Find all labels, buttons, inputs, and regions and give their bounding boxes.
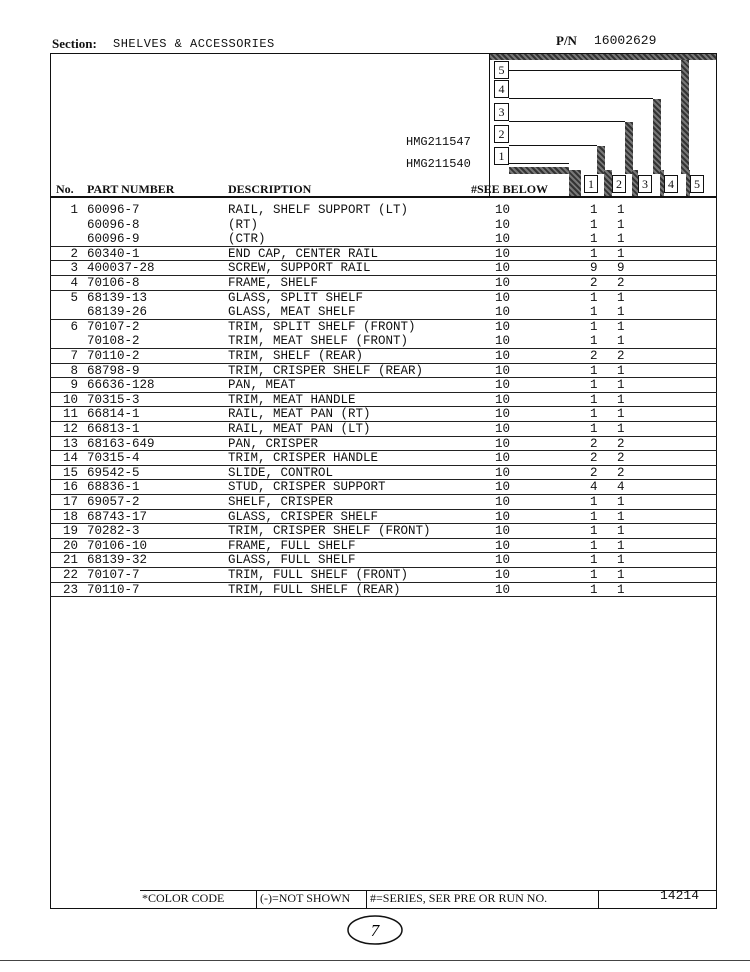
quantity-model-1: 1: [590, 422, 598, 436]
model-number: HMG211540: [406, 157, 471, 171]
quantity-model-2: 1: [617, 290, 625, 305]
see-below-code: 10: [495, 276, 511, 290]
footer-legend: [140, 890, 717, 908]
part-number: 69057-2: [87, 495, 140, 509]
table-row: [0, 364, 750, 379]
part-description: (CTR): [228, 232, 266, 247]
quantity-model-1: 4: [590, 480, 598, 495]
column-header-part-number: PART NUMBER: [87, 182, 175, 196]
item-number: 4: [70, 276, 78, 290]
quantity-model-1: 1: [590, 203, 598, 217]
see-below-code: 10: [495, 363, 511, 378]
part-number: 68836-1: [87, 480, 140, 495]
table-row: [0, 276, 750, 291]
quantity-model-2: 2: [617, 349, 625, 363]
part-description: TRIM, CRISPER HANDLE: [228, 451, 379, 466]
part-description: (RT): [228, 217, 259, 232]
table-row: [0, 305, 750, 320]
quantity-model-1: 1: [590, 217, 598, 232]
not-shown-note: (-)=NOT SHOWN: [260, 891, 351, 905]
quantity-model-1: 1: [590, 305, 598, 320]
part-number: 70110-2: [87, 349, 140, 363]
table-row: [0, 393, 750, 408]
quantity-model-2: 1: [617, 568, 625, 582]
quantity-model-2: 1: [617, 334, 625, 349]
table-row: [0, 218, 750, 233]
see-below-code: 10: [495, 349, 511, 363]
item-number: 8: [70, 363, 78, 378]
quantity-model-2: 1: [617, 392, 625, 407]
bottom-rule: [0, 960, 750, 961]
part-number: 60096-9: [87, 232, 140, 247]
see-below-code: 10: [495, 378, 511, 393]
part-description: RAIL, SHELF SUPPORT (LT): [228, 203, 409, 217]
table-row: [0, 480, 750, 495]
part-number: 60096-8: [87, 217, 140, 232]
page-number: 7: [370, 921, 380, 940]
part-description: TRIM, MEAT HANDLE: [228, 392, 356, 407]
part-description: TRIM, MEAT SHELF (FRONT): [228, 334, 409, 349]
quantity-model-1: 1: [590, 568, 598, 582]
quantity-model-2: 2: [617, 451, 625, 466]
item-number: 17: [62, 495, 78, 509]
table-row: [0, 568, 750, 583]
part-description: RAIL, MEAT PAN (LT): [228, 422, 371, 436]
item-number: 2: [70, 246, 78, 261]
quantity-model-2: 2: [617, 436, 625, 451]
item-number: 18: [62, 509, 78, 524]
see-below-code: 10: [495, 495, 511, 509]
part-number: 69542-5: [87, 465, 140, 480]
quantity-model-1: 1: [590, 246, 598, 261]
matrix-row-5: 5: [494, 61, 509, 79]
item-number: 22: [62, 568, 78, 582]
quantity-model-1: 1: [590, 524, 598, 539]
part-number: 68798-9: [87, 363, 140, 378]
part-description: TRIM, FULL SHELF (REAR): [228, 582, 401, 597]
see-below-code: 10: [495, 436, 511, 451]
quantity-model-1: 9: [590, 261, 598, 276]
quantity-model-2: 1: [617, 246, 625, 261]
item-number: 21: [62, 553, 78, 568]
see-below-code: 10: [495, 334, 511, 349]
table-row: [0, 320, 750, 335]
table-row: [0, 334, 750, 349]
item-number: 5: [70, 290, 78, 305]
part-description: GLASS, SPLIT SHELF: [228, 290, 364, 305]
see-below-code: 10: [495, 392, 511, 407]
section-name: SHELVES & ACCESSORIES: [113, 37, 275, 51]
quantity-model-2: 1: [617, 553, 625, 568]
part-number: 70108-2: [87, 334, 140, 349]
see-below-code: 10: [495, 582, 511, 597]
part-number: 70315-4: [87, 451, 140, 466]
quantity-model-2: 1: [617, 319, 625, 334]
row-rule: [50, 596, 717, 597]
quantity-model-2: 1: [617, 203, 625, 217]
quantity-model-2: 1: [617, 305, 625, 320]
item-number: 16: [62, 480, 78, 495]
table-row: [0, 583, 750, 598]
part-description: FRAME, FULL SHELF: [228, 538, 356, 553]
table-row: [0, 539, 750, 554]
quantity-model-1: 1: [590, 509, 598, 524]
quantity-model-1: 1: [590, 363, 598, 378]
color-code-note: *COLOR CODE: [142, 891, 225, 905]
part-number-value: 16002629: [594, 33, 657, 48]
quantity-model-2: 1: [617, 582, 625, 597]
part-number: 66813-1: [87, 422, 140, 436]
see-below-code: 10: [495, 261, 511, 276]
quantity-model-1: 2: [590, 436, 598, 451]
matrix-col-2: 2: [612, 175, 626, 193]
quantity-model-1: 1: [590, 538, 598, 553]
part-description: RAIL, MEAT PAN (RT): [228, 407, 371, 422]
quantity-model-1: 1: [590, 495, 598, 509]
part-number: 68139-32: [87, 553, 148, 568]
part-description: PAN, MEAT: [228, 378, 296, 393]
quantity-model-2: 9: [617, 261, 625, 276]
matrix-row-4: 4: [494, 80, 509, 98]
table-row: [0, 349, 750, 364]
table-row: [0, 378, 750, 393]
part-description: SHELF, CRISPER: [228, 495, 334, 509]
matrix-col-4: 4: [664, 175, 678, 193]
quantity-model-2: 1: [617, 378, 625, 393]
part-number: 66814-1: [87, 407, 140, 422]
see-below-code: 10: [495, 480, 511, 495]
part-number: 70110-7: [87, 582, 140, 597]
table-row: [0, 524, 750, 539]
see-below-code: 10: [495, 217, 511, 232]
item-number: 11: [62, 407, 78, 422]
item-number: 3: [70, 261, 78, 276]
table-row: [0, 495, 750, 510]
part-number: 70315-3: [87, 392, 140, 407]
matrix-row-3: 3: [494, 103, 509, 121]
see-below-code: 10: [495, 319, 511, 334]
quantity-model-1: 1: [590, 334, 598, 349]
column-header-no: No.: [56, 182, 74, 196]
item-number: 14: [62, 451, 78, 466]
series-note: #=SERIES, SER PRE OR RUN NO.: [370, 891, 548, 905]
quantity-model-1: 1: [590, 553, 598, 568]
quantity-model-1: 2: [590, 451, 598, 466]
part-number: 70282-3: [87, 524, 140, 539]
matrix-row-1: 1: [494, 147, 509, 165]
part-number: 70106-8: [87, 276, 140, 290]
header-rule: [50, 196, 717, 198]
part-description: TRIM, CRISPER SHELF (FRONT): [228, 524, 431, 539]
table-row: [0, 247, 750, 262]
see-below-code: 10: [495, 232, 511, 247]
table-row: [0, 510, 750, 525]
table-row: [0, 232, 750, 247]
item-number: 13: [62, 436, 78, 451]
quantity-model-2: 2: [617, 465, 625, 480]
quantity-model-2: 1: [617, 363, 625, 378]
form-code: 14214: [660, 888, 700, 903]
quantity-model-2: 4: [617, 480, 625, 495]
item-number: 19: [62, 524, 78, 539]
part-number-label: P/N: [556, 33, 577, 48]
part-number: 400037-28: [87, 261, 155, 276]
item-number: 12: [62, 422, 78, 436]
quantity-model-2: 1: [617, 407, 625, 422]
quantity-model-1: 1: [590, 407, 598, 422]
see-below-code: 10: [495, 246, 511, 261]
quantity-model-2: 1: [617, 217, 625, 232]
matrix-row-2: 2: [494, 125, 509, 143]
page-number-mark: [346, 914, 404, 946]
table-row: [0, 466, 750, 481]
table-row: [0, 451, 750, 466]
quantity-model-1: 2: [590, 276, 598, 290]
item-number: 6: [70, 319, 78, 334]
quantity-model-2: 1: [617, 232, 625, 247]
part-number: 68139-13: [87, 290, 148, 305]
matrix-col-3: 3: [638, 175, 652, 193]
see-below-code: 10: [495, 509, 511, 524]
table-row: [0, 203, 750, 218]
table-row: [0, 261, 750, 276]
part-description: TRIM, FULL SHELF (FRONT): [228, 568, 409, 582]
part-description: GLASS, MEAT SHELF: [228, 305, 356, 320]
part-number: 68139-26: [87, 305, 148, 320]
part-description: SLIDE, CONTROL: [228, 465, 334, 480]
see-below-code: 10: [495, 553, 511, 568]
item-number: 9: [70, 378, 78, 393]
item-number: 10: [62, 392, 78, 407]
item-number: 7: [70, 349, 78, 363]
quantity-model-1: 1: [590, 319, 598, 334]
part-description: GLASS, CRISPER SHELF: [228, 509, 379, 524]
part-number: 60096-7: [87, 203, 140, 217]
section-label: Section:: [52, 36, 97, 51]
part-number: 70107-2: [87, 319, 140, 334]
column-header-description: DESCRIPTION: [228, 182, 312, 196]
table-row: [0, 437, 750, 452]
part-description: END CAP, CENTER RAIL: [228, 246, 379, 261]
see-below-code: 10: [495, 422, 511, 436]
part-number: 70107-7: [87, 568, 140, 582]
part-description: STUD, CRISPER SUPPORT: [228, 480, 386, 495]
table-row: [0, 291, 750, 306]
quantity-model-2: 1: [617, 538, 625, 553]
matrix-col-1: 1: [584, 175, 598, 193]
quantity-model-1: 1: [590, 232, 598, 247]
column-header-see-below: #SEE BELOW: [471, 182, 549, 196]
part-description: GLASS, FULL SHELF: [228, 553, 356, 568]
part-description: PAN, CRISPER: [228, 436, 319, 451]
quantity-model-1: 2: [590, 349, 598, 363]
quantity-model-2: 2: [617, 276, 625, 290]
quantity-model-2: 1: [617, 524, 625, 539]
model-number: HMG211547: [406, 135, 471, 149]
see-below-code: 10: [495, 305, 511, 320]
table-row: [0, 422, 750, 437]
part-description: SCREW, SUPPORT RAIL: [228, 261, 371, 276]
part-number: 68743-17: [87, 509, 148, 524]
quantity-model-1: 2: [590, 465, 598, 480]
part-description: TRIM, SHELF (REAR): [228, 349, 364, 363]
see-below-code: 10: [495, 407, 511, 422]
part-description: TRIM, SPLIT SHELF (FRONT): [228, 319, 416, 334]
quantity-model-1: 1: [590, 378, 598, 393]
part-number: 60340-1: [87, 246, 140, 261]
see-below-code: 10: [495, 524, 511, 539]
part-number: 66636-128: [87, 378, 155, 393]
matrix-col-5: 5: [690, 175, 704, 193]
quantity-model-2: 1: [617, 495, 625, 509]
item-number: 15: [62, 465, 78, 480]
see-below-code: 10: [495, 568, 511, 582]
quantity-model-2: 1: [617, 422, 625, 436]
quantity-model-1: 1: [590, 582, 598, 597]
see-below-code: 10: [495, 290, 511, 305]
see-below-code: 10: [495, 465, 511, 480]
see-below-code: 10: [495, 203, 511, 217]
quantity-model-1: 1: [590, 392, 598, 407]
item-number: 23: [62, 582, 78, 597]
see-below-code: 10: [495, 451, 511, 466]
part-number: 68163-649: [87, 436, 155, 451]
table-row: [0, 407, 750, 422]
item-number: 1: [70, 203, 78, 217]
quantity-model-1: 1: [590, 290, 598, 305]
see-below-code: 10: [495, 538, 511, 553]
part-description: FRAME, SHELF: [228, 276, 319, 290]
part-number: 70106-10: [87, 538, 148, 553]
part-description: TRIM, CRISPER SHELF (REAR): [228, 363, 424, 378]
item-number: 20: [62, 538, 78, 553]
table-row: [0, 553, 750, 568]
quantity-model-2: 1: [617, 509, 625, 524]
